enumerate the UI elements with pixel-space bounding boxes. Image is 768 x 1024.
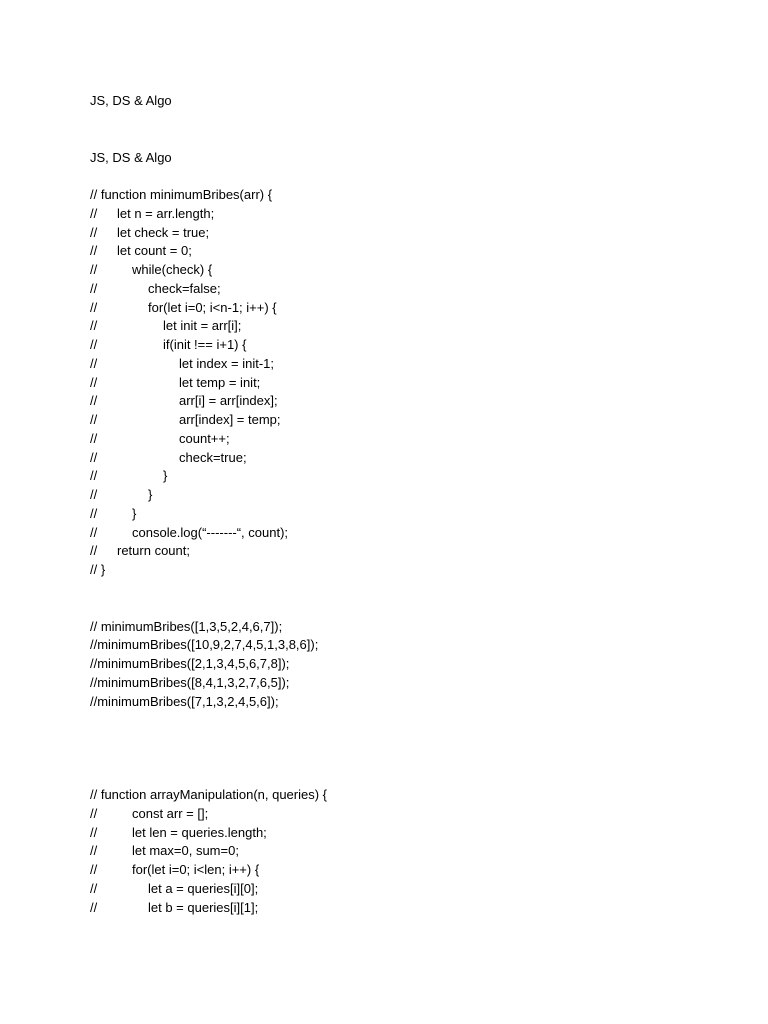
comment-prefix: // — [90, 356, 98, 371]
code-line — [0, 823, 267, 842]
comment-prefix: // — [90, 375, 98, 390]
comment-prefix: // — [90, 393, 98, 408]
call-text: //minimumBribes([8,4,1,3,2,7,6,5]); — [90, 675, 290, 690]
code-line — [0, 523, 289, 542]
function-signature: // function minimumBribes(arr) { — [90, 187, 273, 202]
code-line — [0, 504, 137, 523]
code-line — [0, 841, 239, 860]
code-line — [0, 635, 319, 654]
code-line — [0, 204, 215, 223]
call-text: //minimumBribes([2,1,3,4,5,6,7,8]); — [90, 656, 290, 671]
comment-prefix: // — [90, 862, 98, 877]
code-line — [0, 429, 230, 448]
code-line — [0, 410, 281, 429]
code-line — [0, 241, 192, 260]
code-text: arr[index] = temp; — [179, 412, 281, 427]
function-signature: // function arrayManipulation(n, queries) { — [90, 787, 328, 802]
code-line — [0, 692, 279, 711]
page-header — [0, 91, 172, 110]
section-title-text: JS, DS & Algo — [90, 150, 172, 165]
code-text: } — [148, 487, 153, 502]
code-text: } — [163, 468, 168, 483]
comment-prefix: // — [90, 487, 98, 502]
code-text: let a = queries[i][0]; — [148, 881, 259, 896]
section-title — [0, 148, 172, 167]
code-text: for(let i=0; i<len; i++) { — [132, 862, 260, 877]
code-line — [0, 879, 259, 898]
code-line — [0, 541, 190, 560]
comment-prefix: // — [90, 243, 98, 258]
comment-prefix: // — [90, 525, 98, 540]
call-text: //minimumBribes([7,1,3,2,4,5,6]); — [90, 694, 279, 709]
code-line — [0, 335, 247, 354]
comment-prefix: // — [90, 206, 98, 221]
code-text: let index = init-1; — [179, 356, 275, 371]
comment-prefix: // — [90, 262, 98, 277]
comment-prefix: // — [90, 337, 98, 352]
comment-prefix: // — [90, 881, 98, 896]
code-text: let count = 0; — [117, 243, 192, 258]
code-line — [0, 654, 290, 673]
code-line — [0, 485, 153, 504]
function-closing: // } — [90, 562, 106, 577]
code-line — [0, 298, 277, 317]
comment-prefix: // — [90, 318, 98, 333]
code-line — [0, 804, 209, 823]
code-text: check=false; — [148, 281, 221, 296]
code-line — [0, 185, 273, 204]
code-text: check=true; — [179, 450, 247, 465]
comment-prefix: // — [90, 281, 98, 296]
code-line — [0, 448, 247, 467]
comment-prefix: // — [90, 431, 98, 446]
code-text: for(let i=0; i<n-1; i++) { — [148, 300, 277, 315]
comment-prefix: // — [90, 225, 98, 240]
code-line — [0, 560, 106, 579]
code-line — [0, 223, 210, 242]
code-text: } — [132, 506, 137, 521]
comment-prefix: // — [90, 468, 98, 483]
comment-prefix: // — [90, 412, 98, 427]
call-text: // minimumBribes([1,3,5,2,4,6,7]); — [90, 619, 283, 634]
code-line — [0, 673, 290, 692]
code-line — [0, 316, 242, 335]
code-text: let b = queries[i][1]; — [148, 900, 259, 915]
code-text: let n = arr.length; — [117, 206, 215, 221]
code-text: const arr = []; — [132, 806, 209, 821]
code-text: count++; — [179, 431, 230, 446]
code-text: let len = queries.length; — [132, 825, 267, 840]
code-line — [0, 466, 168, 485]
comment-prefix: // — [90, 506, 98, 521]
code-text: let init = arr[i]; — [163, 318, 242, 333]
comment-prefix: // — [90, 843, 98, 858]
code-line — [0, 373, 261, 392]
code-line — [0, 354, 275, 373]
code-text: return count; — [117, 543, 190, 558]
comment-prefix: // — [90, 806, 98, 821]
code-text: let max=0, sum=0; — [132, 843, 239, 858]
comment-prefix: // — [90, 825, 98, 840]
code-text: let temp = init; — [179, 375, 261, 390]
code-line — [0, 785, 328, 804]
code-line — [0, 391, 278, 410]
code-text: if(init !== i+1) { — [163, 337, 247, 352]
comment-prefix: // — [90, 300, 98, 315]
code-line — [0, 898, 259, 917]
code-text: console.log(“-------“, count); — [132, 525, 289, 540]
code-line — [0, 860, 260, 879]
code-line — [0, 260, 213, 279]
call-text: //minimumBribes([10,9,2,7,4,5,1,3,8,6]); — [90, 637, 319, 652]
comment-prefix: // — [90, 450, 98, 465]
code-line — [0, 279, 221, 298]
code-line — [0, 617, 283, 636]
comment-prefix: // — [90, 900, 98, 915]
header-title: JS, DS & Algo — [90, 93, 172, 108]
comment-prefix: // — [90, 543, 98, 558]
code-text: let check = true; — [117, 225, 210, 240]
code-text: while(check) { — [132, 262, 213, 277]
code-text: arr[i] = arr[index]; — [179, 393, 278, 408]
